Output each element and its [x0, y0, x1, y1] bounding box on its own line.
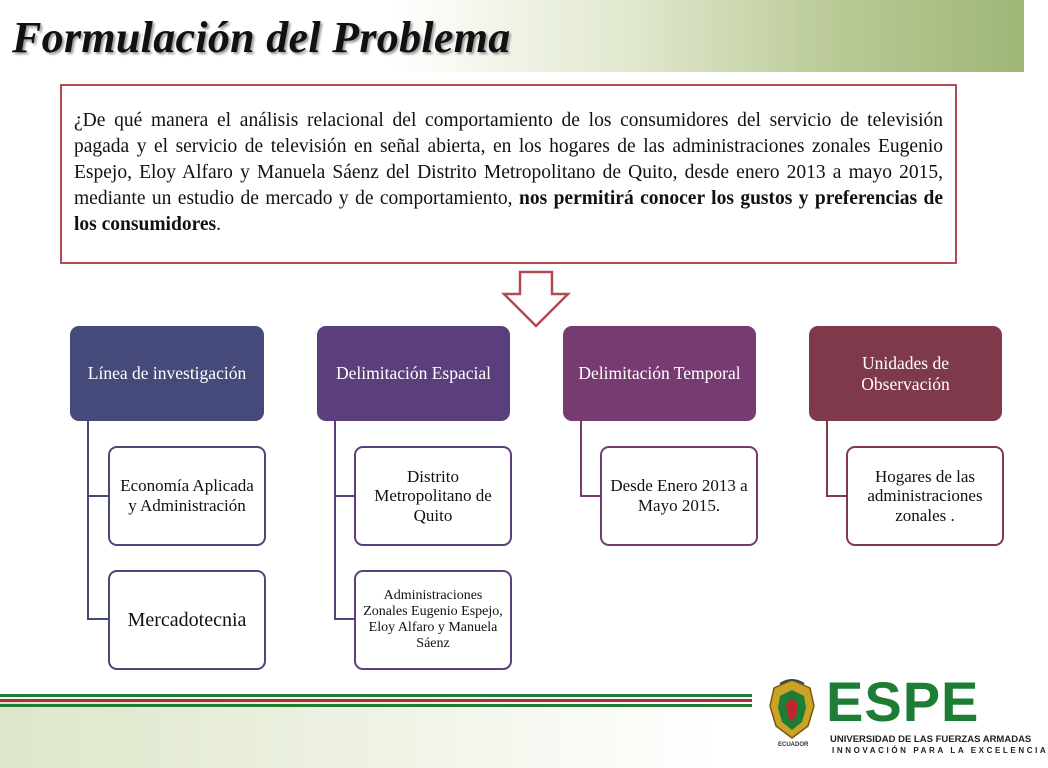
header-label: Línea de investigación: [87, 363, 247, 383]
question-end: .: [216, 213, 221, 235]
problem-question-box: [60, 84, 957, 264]
header-delimitacion-temporal: [563, 326, 756, 421]
item-label: Hogares de las administraciones zonales .: [867, 466, 983, 525]
item-label: Desde Enero 2013 a Mayo 2015.: [610, 476, 748, 515]
item-label: Mercadotecnia: [127, 608, 247, 631]
header-label: Delimitación Espacial: [335, 363, 491, 383]
header-linea-investigacion: [70, 326, 264, 421]
item-distrito-metropolitano: [354, 446, 512, 546]
espe-logo: [760, 670, 1048, 758]
question-text: ¿De qué manera el análisis relacional del comportamiento de los consumidores del servicio de televisión pagada y el servicio de televisión en señal abierta, en los hogares de las administraciones zonales Eugenio Espejo, Eloy Alfaro y Manuela Sáenz del Distrito Metropolitano de Quito, desde enero 2013 a mayo 2015, mediante un estudio de mercado y de comportamiento,: [74, 110, 943, 209]
item-hogares: [846, 446, 1004, 546]
question-highlight: nos permitirá conocer los gustos y preferencias de los consumidores: [74, 187, 944, 235]
university-name: UNIVERSIDAD DE LAS FUERZAS ARMADAS: [830, 734, 1032, 745]
problem-question: [74, 108, 943, 238]
seal-caption: ECUADOR: [778, 742, 809, 748]
header-unidades-observacion: [809, 326, 1002, 421]
item-administraciones-zonales: [354, 570, 512, 670]
item-label: Distrito Metropolitano de Quito: [374, 466, 492, 525]
header-label: Delimitación Temporal: [578, 363, 741, 383]
item-label: Administraciones Zonales Eugenio Espejo, Eloy Alfaro y Manuela Sáenz: [363, 587, 503, 652]
university-motto: INNOVACIÓN PARA LA EXCELENCIA: [832, 746, 1048, 755]
item-economia-aplicada: [108, 446, 266, 546]
slide-title: Formulación del Problema: [12, 13, 511, 62]
footer-stripes: [0, 694, 752, 709]
espe-wordmark: ESPE: [826, 670, 980, 733]
header-label: Unidades de Observación: [861, 352, 950, 394]
item-label: Economía Aplicada y Administración: [120, 476, 254, 515]
item-mercadotecnia: [108, 570, 266, 670]
university-seal-icon: [762, 676, 822, 742]
down-arrow-icon: [500, 270, 572, 330]
item-desde-enero: [600, 446, 758, 546]
header-delimitacion-espacial: [317, 326, 510, 421]
